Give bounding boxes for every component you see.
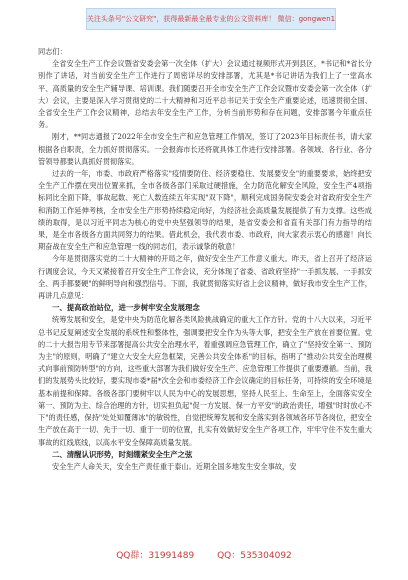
qq-number: QQ：535304092 xyxy=(217,551,292,561)
section-heading-1: 一、提高政治站位，进一步树牢安全发展理念 xyxy=(52,303,200,313)
footer-contact xyxy=(0,548,408,561)
document-body xyxy=(38,46,372,546)
qq-group: QQ群：31991489 xyxy=(116,551,195,561)
paragraph-2: 刚才，**同志通报了2022年全市安全生产和应急管理工作情况，签订了2023年目标责任书，请大家根据各自职责，全力抓好贯彻落实。一会报海市长还将就具体工作进行安排部署。各领域、各行业、各分管领导都要认真抓好贯彻落实。 xyxy=(38,132,372,166)
greeting: 同志们： xyxy=(38,47,67,56)
top-banner: 关注头条号"公文研究"，获得最新最全最专业的公文资料库！ 微信：gongwen1 xyxy=(86,8,336,30)
paragraph-4: 今年是贯彻落实党的二十大精神的开局之年，做好安全生产工作意义重大。昨天，省上召开了经济运行调度会议，今天又紧接着召开安全生产工作会议，充分体现了省委、省政府坚持"一手抓发展、一手抓安全、两手都要硬"的鲜明导向和强烈信号。下面，我就贯彻落实好省上会议精神，做好我市安全生产工作，再讲几点意见： xyxy=(38,254,372,301)
paragraph-1: 全省安全生产工作会议暨省安委会第一次全体（扩大）会议通过视频形式开到县区，*书记和*省长分别作了讲话，对当前安全生产工作进行了周密详尽的安排部署，尤其是*书记讲话为我们上了一堂高水平、高质量的安全生产辅导课、培训课。我们随要召开全市安全生产工作会议暨市安委会第一次全体（扩大）会议，主要是深入学习贯彻党的二十大精神和习近平总书记关于安全生产重要论述，迅速贯彻全国、全省安全生产工作会议精神，总结去年安全生产工作，分析当前形势和存在问题，安排部署今年重点任务。 xyxy=(38,59,372,130)
paragraph-5: 统筹发展和安全，是党中央为防范化解各类风险挑战确定的重大工作方针。党的十八大以来，习近平总书记反复阐述安全发展的系统性和整体性，强调要把安全作为头等大事，把安全生产放在首要位置。党的二十大报告用专节来部署提高公共安全治理水平，着重强调应急管理工作，确立了"坚持安全第一、预防为主"的原则，明确了"建立大安全大应急框架，完善公共安全体系"的目标，指明了"推动公共安全治理模式向事前预防转型"的方向，这些重大部署为我们做好安全生产、应急管理工作提供了重要遵循。当前，我们的发展势头比较好，要实现市委*届*次全会和市委经济工作会议确定的目标任务，可持续的安全环境是基本前提和保障。各级各部门要树牢以人民为中心的发展思想，坚持人民至上、生命至上，全面落实安全第一、预防为主、综合治理的方针，切实担负起"促一方发展、保一方平安"的政治责任，增强"时时放心不下"的责任感，保持"处处知覆薄冰"的敏锐性，自觉把统筹发展和安全落实到各领域各环节各岗位，把安全生产放在高于一切、先于一切、重于一切的位置，扎实有效做好安全生产各项工作，牢牢守住不发生重大事故的红线底线，以高水平安全保障高质量发展。 xyxy=(38,315,372,447)
paragraph-6: 安全生产人命关天，安全生产责任重于泰山。近期全国多地发生安全事故，安 xyxy=(52,461,297,471)
paragraph-3: 过去的一年，市委、市政府严格落实"疫情要防住、经济要稳住、发展要安全"的重要要求，始终把安全生产工作摆在突出位置来抓，全市各级各部门采取过硬措施，全力防范化解安全风险，安全生产4项指标同比全面下降，事故起数、死亡人数连续五年实现"双下降"，顺利完成国务院安委会对省政府安全生产和消防工作延伸考核，全市安全生产形势持续稳定向好，为经济社会高质量发展提供了有力支撑。这些成绩的取得，是以习近平同志为核心的党中央坚强领导的结果，是省安委会和省直有关部门有力指导的结果，是全市各级各方面共同努力的结果。借此机会，我代表市委、市政府，向大家表示衷心的感谢！向长期奋战在安全生产和应急管理一线的同志们，表示诚挚的敬意！ xyxy=(38,169,372,252)
section-heading-2: 二、清醒认识形势，时刻绷紧安全生产之弦 xyxy=(52,449,193,459)
